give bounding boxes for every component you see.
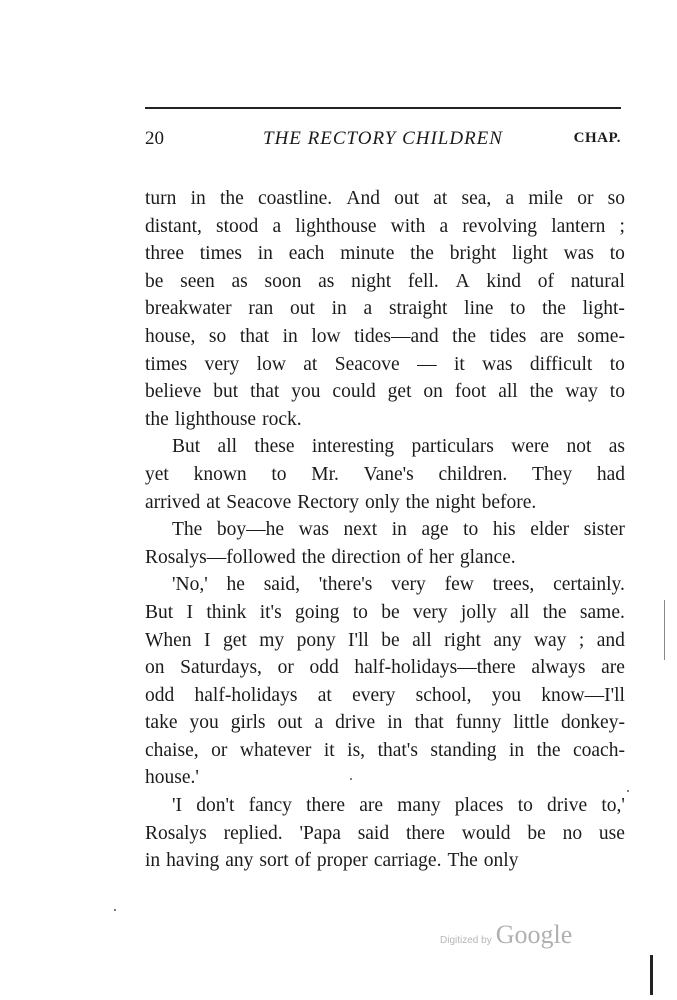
text-line: times very low at Seacove — it was difficult to	[145, 353, 625, 375]
text-line: Rosalys—followed the direction of her glance.	[145, 546, 516, 568]
text-line: the lighthouse rock.	[145, 408, 302, 430]
text-line: 'No,' he said, 'there's very few trees, certainly.	[172, 574, 625, 596]
text-line: But all these interesting particulars were not as	[172, 436, 625, 458]
text-line: be seen as soon as night fell. A kind of natural	[145, 270, 625, 292]
body-text	[145, 185, 625, 875]
chapter-abbreviation: CHAP.	[573, 130, 621, 146]
text-line: on Saturdays, or odd half-holidays—there always are	[145, 657, 625, 679]
text-line: believe but that you could get on foot all the way to	[145, 381, 625, 403]
text-line: odd half-holidays at every school, you know—I'll	[145, 684, 625, 706]
paragraph	[145, 516, 625, 571]
digitized-by-label: Digitized by	[440, 935, 492, 946]
text-line: house.'	[145, 767, 199, 789]
text-line: distant, stood a lighthouse with a revolving lantern ;	[145, 215, 625, 237]
text-line: take you girls out a drive in that funny little donkey-	[145, 712, 625, 734]
text-line: When I get my pony I'll be all right any way ; and	[145, 629, 625, 651]
text-line: But I think it's going to be very jolly all the same.	[145, 601, 625, 623]
text-line: yet known to Mr. Vane's children. They had	[145, 463, 625, 485]
text-line: breakwater ran out in a straight line to the light-	[145, 298, 625, 320]
text-line: chaise, or whatever it is, that's standing in the coach-	[145, 739, 625, 761]
text-line: The boy—he was next in age to his elder sister	[172, 519, 625, 541]
google-logo: Google	[495, 920, 573, 949]
text-line: arrived at Seacove Rectory only the night before.	[145, 491, 537, 513]
paragraph	[145, 792, 625, 875]
paragraph	[145, 185, 625, 433]
scan-speck	[627, 790, 629, 792]
scan-speck	[114, 909, 116, 911]
paragraph	[145, 433, 625, 516]
google-watermark	[440, 920, 572, 950]
text-line: house, so that in low tides—and the tides are some-	[145, 325, 625, 347]
scan-speck	[350, 778, 352, 780]
page-number: 20	[145, 128, 164, 149]
paragraph	[145, 571, 625, 792]
text-line: 'I don't fancy there are many places to drive to,'	[172, 795, 625, 817]
scan-edge-mark	[650, 955, 653, 995]
running-title: THE RECTORY CHILDREN	[263, 128, 503, 149]
scan-edge-mark	[664, 600, 665, 660]
running-header	[145, 124, 621, 154]
text-line: Rosalys replied. 'Papa said there would be no use	[145, 822, 625, 844]
text-line: in having any sort of proper carriage. The only	[145, 850, 519, 872]
text-line: three times in each minute the bright light was to	[145, 243, 625, 265]
text-line: turn in the coastline. And out at sea, a mile or so	[145, 188, 625, 209]
header-rule	[145, 107, 621, 109]
